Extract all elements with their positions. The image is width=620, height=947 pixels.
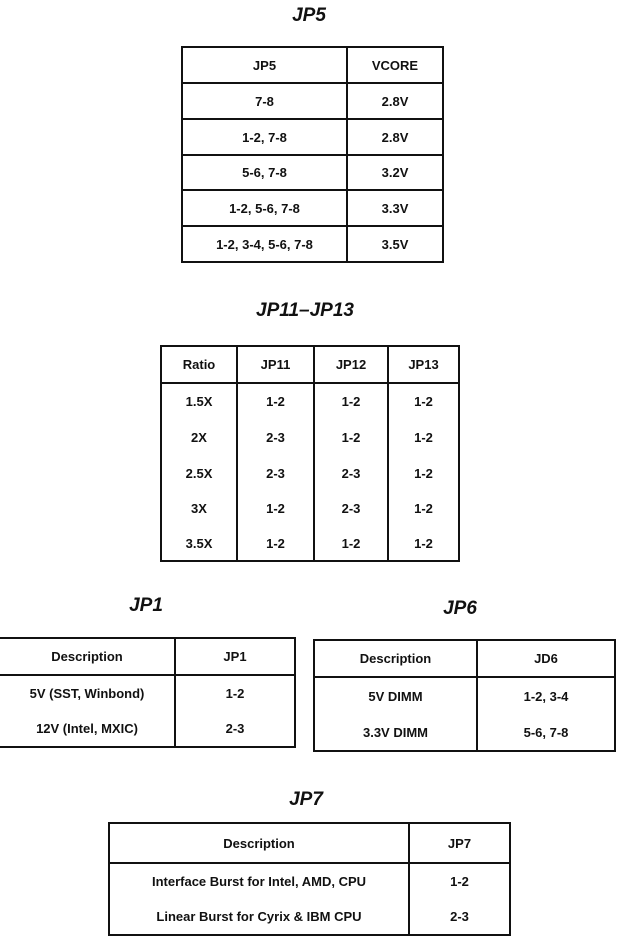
jp6-header-jd6: JD6 [477,640,615,677]
jp6-setting: 1-2, 3-4 [477,677,615,714]
table-row [0,675,295,711]
jp5-vcore: 3.2V [347,155,443,190]
jp5-table [181,46,444,263]
jp5-setting: 5-6, 7-8 [182,155,347,190]
jp11-cell: 1-2 [237,383,314,419]
jp11-cell: 1-2 [237,526,314,561]
table-row [109,899,510,935]
jp7-description: Linear Burst for Cyrix & IBM CPU [109,899,409,935]
table-row [161,455,459,491]
jp5-setting: 7-8 [182,83,347,119]
ratio-cell: 2.5X [161,455,237,491]
jp11-13-header-jp13: JP13 [388,346,459,383]
jp11-cell: 1-2 [237,491,314,526]
table-row [182,119,443,155]
table-row [182,226,443,262]
jp11-13-table [160,345,460,562]
ratio-cell: 1.5X [161,383,237,419]
table-row [0,711,295,747]
jp7-header-jp7: JP7 [409,823,510,863]
jp13-cell: 1-2 [388,455,459,491]
jp5-vcore: 3.3V [347,190,443,226]
table-row [161,383,459,419]
table-row [314,677,615,714]
table-row [182,83,443,119]
table-row [161,491,459,526]
jp6-header-description: Description [314,640,477,677]
jp13-cell: 1-2 [388,526,459,561]
jp11-cell: 2-3 [237,455,314,491]
jp1-description: 12V (Intel, MXIC) [0,711,175,747]
jp11-13-title: JP11–JP13 [256,300,354,321]
jp11-cell: 2-3 [237,419,314,455]
jp1-setting: 2-3 [175,711,295,747]
jp13-cell: 1-2 [388,419,459,455]
jp7-table [108,822,511,936]
jp11-13-header-jp11: JP11 [237,346,314,383]
jp5-header-jumper: JP5 [182,47,347,83]
ratio-cell: 2X [161,419,237,455]
jp1-title: JP1 [129,595,163,616]
jp11-13-header-ratio: Ratio [161,346,237,383]
table-row [161,526,459,561]
jp5-vcore: 3.5V [347,226,443,262]
jp13-cell: 1-2 [388,383,459,419]
jp6-description: 5V DIMM [314,677,477,714]
jp6-title: JP6 [443,598,477,619]
jp7-setting: 1-2 [409,863,510,899]
table-row [182,190,443,226]
jp6-setting: 5-6, 7-8 [477,714,615,751]
jp1-header-description: Description [0,638,175,675]
jp6-description: 3.3V DIMM [314,714,477,751]
jp1-description: 5V (SST, Winbond) [0,675,175,711]
ratio-cell: 3.5X [161,526,237,561]
jp12-cell: 2-3 [314,455,388,491]
jp5-vcore: 2.8V [347,119,443,155]
jp12-cell: 1-2 [314,419,388,455]
jp1-setting: 1-2 [175,675,295,711]
jp5-title: JP5 [292,5,326,26]
jp12-cell: 1-2 [314,383,388,419]
jp7-setting: 2-3 [409,899,510,935]
jp5-setting: 1-2, 5-6, 7-8 [182,190,347,226]
jp7-header-description: Description [109,823,409,863]
jp5-setting: 1-2, 3-4, 5-6, 7-8 [182,226,347,262]
table-row [109,863,510,899]
jp7-description: Interface Burst for Intel, AMD, CPU [109,863,409,899]
jp5-vcore: 2.8V [347,83,443,119]
jp7-title: JP7 [289,789,323,810]
jp11-13-header-jp12: JP12 [314,346,388,383]
jp13-cell: 1-2 [388,491,459,526]
jp1-header-jp1: JP1 [175,638,295,675]
jp6-table [313,639,616,752]
table-row [182,155,443,190]
table-row [314,714,615,751]
ratio-cell: 3X [161,491,237,526]
jp12-cell: 2-3 [314,491,388,526]
jp5-header-vcore: VCORE [347,47,443,83]
jp12-cell: 1-2 [314,526,388,561]
jp5-setting: 1-2, 7-8 [182,119,347,155]
jp1-table [0,637,296,748]
table-row [161,419,459,455]
